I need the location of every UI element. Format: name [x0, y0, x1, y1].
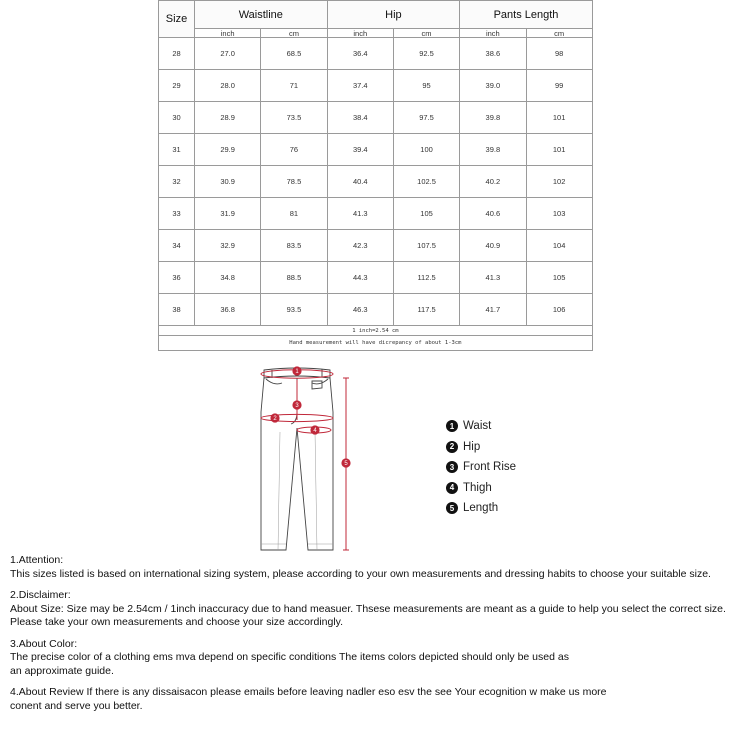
note-disclaimer — [10, 589, 748, 630]
unit-header: cm — [393, 29, 459, 38]
legend-label: Length — [463, 502, 499, 515]
note-line: Please take your own measurements and choose your size accordingly. — [10, 616, 344, 628]
measurement-cell: 38.4 — [327, 102, 393, 134]
measurement-cell: 39.0 — [460, 70, 526, 102]
pants-measurement-diagram — [252, 362, 362, 558]
number-2-icon: 2 — [446, 441, 458, 453]
measurement-cell: 34.8 — [195, 262, 261, 294]
measurement-cell: 71 — [261, 70, 327, 102]
size-cell: 38 — [159, 294, 195, 326]
measurement-cell: 105 — [526, 262, 592, 294]
legend-item-hip — [446, 437, 516, 458]
measurement-cell: 99 — [526, 70, 592, 102]
measurement-guides — [261, 370, 349, 550]
measurement-cell: 40.4 — [327, 166, 393, 198]
svg-text:2: 2 — [273, 416, 277, 423]
measurement-cell: 37.4 — [327, 70, 393, 102]
legend-item-length — [446, 498, 516, 519]
table-header-row — [159, 1, 593, 29]
measurement-cell: 102.5 — [393, 166, 459, 198]
marker-hip-icon — [270, 413, 279, 422]
number-1-icon: 1 — [446, 420, 458, 432]
measurement-cell: 39.8 — [460, 102, 526, 134]
measurement-cell: 36.8 — [195, 294, 261, 326]
measurement-cell: 39.8 — [460, 134, 526, 166]
measurement-cell: 83.5 — [261, 230, 327, 262]
unit-header-row — [159, 29, 593, 38]
note-line: an approximate guide. — [10, 664, 114, 677]
measurement-cell: 73.5 — [261, 102, 327, 134]
hip-header: Hip — [327, 1, 460, 29]
table-row — [159, 70, 593, 102]
size-cell: 28 — [159, 38, 195, 70]
measurement-cell: 117.5 — [393, 294, 459, 326]
legend-label: Hip — [463, 440, 481, 453]
measurement-markers — [270, 366, 350, 467]
measurement-cell: 101 — [526, 102, 592, 134]
note-line: The precise color of a clothing ems mva depend on specific conditions The items colors depicted should only be used as — [10, 651, 569, 663]
measurement-cell: 98 — [526, 38, 592, 70]
note-attention — [10, 554, 748, 581]
svg-text:4: 4 — [313, 428, 317, 435]
measurement-cell: 88.5 — [261, 262, 327, 294]
measurement-cell: 103 — [526, 198, 592, 230]
measurement-note: Hand measurement will have dicrepancy of about 1-3cm — [159, 336, 593, 351]
number-5-icon: 5 — [446, 502, 458, 514]
measurement-cell: 28.9 — [195, 102, 261, 134]
marker-front-rise-icon — [292, 400, 301, 409]
marker-length-icon — [341, 458, 350, 467]
size-notes — [10, 554, 748, 721]
measurement-cell: 102 — [526, 166, 592, 198]
legend-item-front-rise — [446, 457, 516, 478]
measurement-cell: 46.3 — [327, 294, 393, 326]
measurement-cell: 41.3 — [460, 262, 526, 294]
note-about-color — [10, 638, 748, 679]
measurement-cell: 27.0 — [195, 38, 261, 70]
size-cell: 34 — [159, 230, 195, 262]
note-title: 3.About Color: — [10, 637, 78, 650]
note-about-review — [10, 686, 748, 713]
measurement-cell: 40.9 — [460, 230, 526, 262]
svg-text:1: 1 — [295, 369, 299, 376]
size-cell: 36 — [159, 262, 195, 294]
measurement-cell: 106 — [526, 294, 592, 326]
measurement-cell: 32.9 — [195, 230, 261, 262]
measurement-cell: 36.4 — [327, 38, 393, 70]
measurement-cell: 104 — [526, 230, 592, 262]
measurement-note-row — [159, 336, 593, 351]
measurement-cell: 76 — [261, 134, 327, 166]
size-chart-table — [158, 0, 593, 351]
measurement-cell: 100 — [393, 134, 459, 166]
measurement-cell: 44.3 — [327, 262, 393, 294]
measurement-cell: 29.9 — [195, 134, 261, 166]
note-title: 2.Disclaimer: — [10, 589, 71, 601]
measurement-cell: 81 — [261, 198, 327, 230]
size-header: Size — [159, 1, 195, 38]
measurement-cell: 112.5 — [393, 262, 459, 294]
measurement-cell: 101 — [526, 134, 592, 166]
svg-text:5: 5 — [344, 461, 348, 468]
table-row — [159, 166, 593, 198]
legend-item-waist — [446, 416, 516, 437]
size-cell: 31 — [159, 134, 195, 166]
measurement-cell: 39.4 — [327, 134, 393, 166]
size-cell: 30 — [159, 102, 195, 134]
table-row — [159, 230, 593, 262]
note-title: 1.Attention: — [10, 554, 64, 566]
unit-header: inch — [195, 29, 261, 38]
measurement-cell: 78.5 — [261, 166, 327, 198]
note-line: conent and serve you better. — [10, 699, 143, 712]
measurement-legend — [446, 416, 516, 519]
table-row — [159, 38, 593, 70]
measurement-cell: 68.5 — [261, 38, 327, 70]
legend-item-thigh — [446, 478, 516, 499]
table-row — [159, 134, 593, 166]
marker-thigh-icon — [310, 425, 319, 434]
legend-label: Front Rise — [463, 461, 517, 474]
size-cell: 33 — [159, 198, 195, 230]
measurement-cell: 92.5 — [393, 38, 459, 70]
conversion-note-row — [159, 326, 593, 336]
number-4-icon: 4 — [446, 482, 458, 494]
number-3-icon: 3 — [446, 461, 458, 473]
size-cell: 32 — [159, 166, 195, 198]
marker-waist-icon — [292, 366, 301, 375]
unit-header: inch — [460, 29, 526, 38]
note-line: 4.About Review If there is any dissaisacon please emails before leaving nadler eso esv the see Your ecognition w make us more — [10, 686, 607, 698]
measurement-cell: 93.5 — [261, 294, 327, 326]
measurement-cell: 41.3 — [327, 198, 393, 230]
measurement-cell: 105 — [393, 198, 459, 230]
conversion-note: 1 inch=2.54 cm — [159, 326, 593, 336]
measurement-cell: 31.9 — [195, 198, 261, 230]
table-row — [159, 294, 593, 326]
legend-label: Thigh — [463, 481, 492, 494]
measurement-cell: 41.7 — [460, 294, 526, 326]
legend-label: Waist — [463, 420, 492, 433]
unit-header: cm — [526, 29, 592, 38]
svg-text:3: 3 — [295, 403, 299, 410]
pants-length-header: Pants Length — [460, 1, 593, 29]
size-cell: 29 — [159, 70, 195, 102]
measurement-cell: 95 — [393, 70, 459, 102]
table-row — [159, 198, 593, 230]
measurement-cell: 40.6 — [460, 198, 526, 230]
measurement-cell: 38.6 — [460, 38, 526, 70]
table-row — [159, 102, 593, 134]
note-line: This sizes listed is based on international sizing system, please according to your own measurements and dressing habits to choose your suitable size. — [10, 567, 711, 580]
unit-header: inch — [327, 29, 393, 38]
table-row — [159, 262, 593, 294]
waistline-header: Waistline — [195, 1, 328, 29]
measurement-cell: 30.9 — [195, 166, 261, 198]
unit-header: cm — [261, 29, 327, 38]
measurement-cell: 40.2 — [460, 166, 526, 198]
measurement-cell: 97.5 — [393, 102, 459, 134]
note-line: About Size: Size may be 2.54cm / 1inch inaccuracy due to hand measuer. Thsese measurements are meant as a guide to help you select the correct size. — [10, 602, 726, 615]
measurement-cell: 107.5 — [393, 230, 459, 262]
measurement-cell: 28.0 — [195, 70, 261, 102]
measurement-cell: 42.3 — [327, 230, 393, 262]
